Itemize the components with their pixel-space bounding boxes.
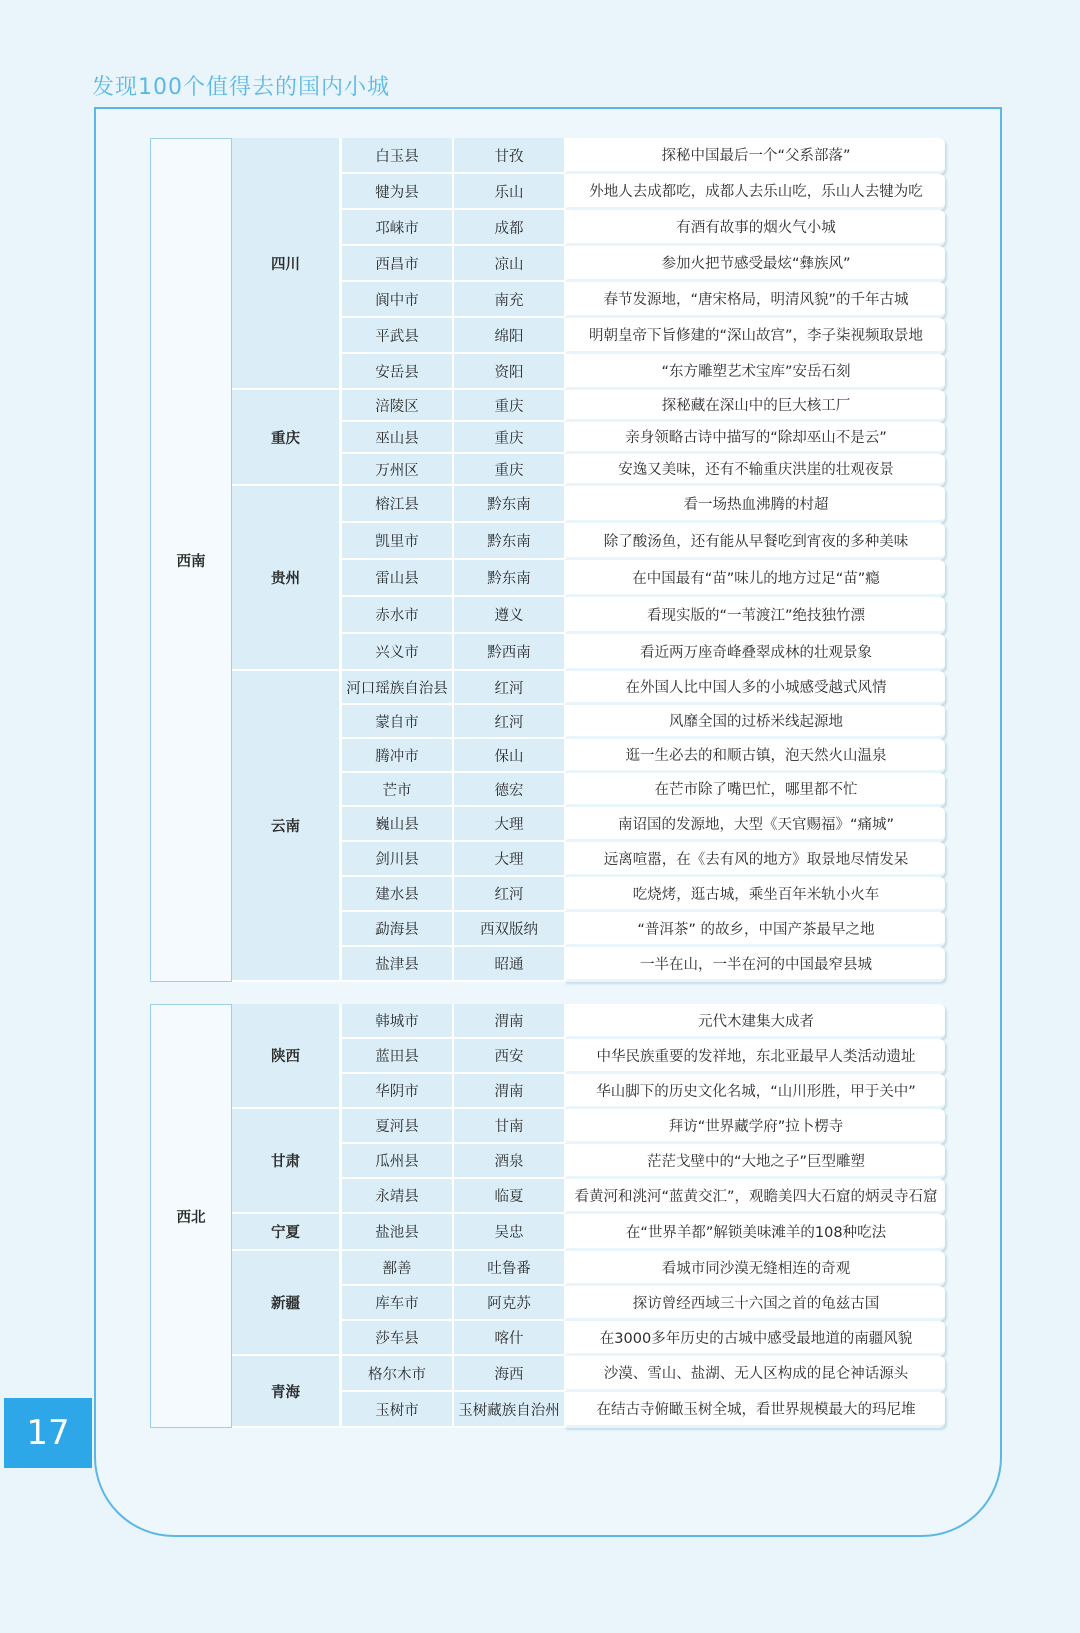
description-cell: 拜访“世界藏学府”拉卜楞寺	[564, 1109, 945, 1144]
page-title: 发现100个值得去的国内小城	[92, 75, 390, 100]
town-cell: 巫山县	[339, 422, 452, 454]
city-cell: 保山	[452, 739, 564, 773]
city-cell: 昭通	[452, 947, 564, 982]
table-row	[150, 1109, 945, 1144]
town-cell: 犍为县	[339, 174, 452, 210]
description-cell: 在“世界羊都”解锁美味滩羊的108种吃法	[564, 1214, 945, 1251]
description-cell: “东方雕塑艺术宝库”安岳石刻	[564, 354, 945, 390]
province-name: 重庆	[232, 390, 339, 486]
city-cell: 西双版纳	[452, 912, 564, 947]
region-name: 西南	[150, 138, 232, 982]
city-cell: 黔西南	[452, 634, 564, 671]
province-name: 云南	[232, 671, 339, 982]
town-cell: 西昌市	[339, 246, 452, 282]
city-cell: 吐鲁番	[452, 1251, 564, 1286]
province-name: 陕西	[232, 1004, 339, 1109]
description-cell: 明朝皇帝下旨修建的“深山故宫”，李子柒视频取景地	[564, 318, 945, 354]
town-cell: 韩城市	[339, 1004, 452, 1039]
town-cell: 雷山县	[339, 560, 452, 597]
description-cell: 中华民族重要的发祥地，东北亚最早人类活动遗址	[564, 1039, 945, 1074]
city-cell: 喀什	[452, 1321, 564, 1356]
description-cell: 看现实版的“一苇渡江”绝技独竹漂	[564, 597, 945, 634]
town-cell: 巍山县	[339, 807, 452, 842]
town-cell: 涪陵区	[339, 390, 452, 422]
town-cell: 榕江县	[339, 486, 452, 523]
city-cell: 红河	[452, 671, 564, 705]
description-cell: 外地人去成都吃，成都人去乐山吃，乐山人去犍为吃	[564, 174, 945, 210]
town-cell: 兴义市	[339, 634, 452, 671]
province-name: 四川	[232, 138, 339, 390]
description-cell: 沙漠、雪山、盐湖、无人区构成的昆仑神话源头	[564, 1356, 945, 1392]
province-name: 宁夏	[232, 1214, 339, 1251]
table-row	[150, 671, 945, 705]
city-cell: 临夏	[452, 1179, 564, 1214]
city-cell: 大理	[452, 842, 564, 877]
description-cell: 南诏国的发源地，大型《天官赐福》“痛城”	[564, 807, 945, 842]
city-cell: 海西	[452, 1356, 564, 1392]
town-cell: 盐池县	[339, 1214, 452, 1251]
city-cell: 红河	[452, 877, 564, 912]
city-cell: 黔东南	[452, 560, 564, 597]
description-cell: 在芒市除了嘴巴忙，哪里都不忙	[564, 773, 945, 807]
city-cell: 南充	[452, 282, 564, 318]
city-cell: 凉山	[452, 246, 564, 282]
town-cell: 河口瑶族自治县	[339, 671, 452, 705]
town-cell: 库车市	[339, 1286, 452, 1321]
description-cell: 茫茫戈壁中的“大地之子”巨型雕塑	[564, 1144, 945, 1179]
description-cell: “普洱茶” 的故乡，中国产茶最早之地	[564, 912, 945, 947]
city-cell: 遵义	[452, 597, 564, 634]
province-name: 甘肃	[232, 1109, 339, 1214]
description-cell: 元代木建集大成者	[564, 1004, 945, 1039]
city-cell: 绵阳	[452, 318, 564, 354]
description-cell: 探秘中国最后一个“父系部落”	[564, 138, 945, 174]
town-cell: 瓜州县	[339, 1144, 452, 1179]
town-cell: 安岳县	[339, 354, 452, 390]
description-cell: 远离喧嚣，在《去有风的地方》取景地尽情发呆	[564, 842, 945, 877]
description-cell: 除了酸汤鱼，还有能从早餐吃到宵夜的多种美味	[564, 523, 945, 560]
city-cell: 重庆	[452, 454, 564, 486]
table-row	[150, 1004, 945, 1039]
description-cell: 看一场热血沸腾的村超	[564, 486, 945, 523]
city-cell: 甘孜	[452, 138, 564, 174]
town-cell: 格尔木市	[339, 1356, 452, 1392]
city-cell: 黔东南	[452, 523, 564, 560]
region-name: 西北	[150, 1004, 232, 1428]
description-cell: 看近两万座奇峰叠翠成林的壮观景象	[564, 634, 945, 671]
city-cell: 大理	[452, 807, 564, 842]
city-cell: 西安	[452, 1039, 564, 1074]
table-row	[150, 1251, 945, 1286]
town-cell: 勐海县	[339, 912, 452, 947]
description-cell: 探秘藏在深山中的巨大核工厂	[564, 390, 945, 422]
town-cell: 万州区	[339, 454, 452, 486]
town-cell: 芒市	[339, 773, 452, 807]
description-cell: 风靡全国的过桥米线起源地	[564, 705, 945, 739]
city-cell: 玉树藏族自治州	[452, 1392, 564, 1428]
city-cell: 酒泉	[452, 1144, 564, 1179]
description-cell: 参加火把节感受最炫“彝族风”	[564, 246, 945, 282]
province-name: 青海	[232, 1356, 339, 1428]
description-cell: 安逸又美味，还有不输重庆洪崖的壮观夜景	[564, 454, 945, 486]
description-cell: 看城市同沙漠无缝相连的奇观	[564, 1251, 945, 1286]
town-cell: 建水县	[339, 877, 452, 912]
town-cell: 永靖县	[339, 1179, 452, 1214]
description-cell: 在中国最有“苗”味儿的地方过足“苗”瘾	[564, 560, 945, 597]
city-cell: 甘南	[452, 1109, 564, 1144]
town-cell: 腾冲市	[339, 739, 452, 773]
town-cell: 鄯善	[339, 1251, 452, 1286]
city-cell: 吴忠	[452, 1214, 564, 1251]
city-cell: 黔东南	[452, 486, 564, 523]
city-cell: 重庆	[452, 422, 564, 454]
description-cell: 有酒有故事的烟火气小城	[564, 210, 945, 246]
province-name: 贵州	[232, 486, 339, 671]
town-cell: 剑川县	[339, 842, 452, 877]
description-cell: 看黄河和洮河“蓝黄交汇”，观瞻美四大石窟的炳灵寺石窟	[564, 1179, 945, 1214]
town-cell: 凯里市	[339, 523, 452, 560]
town-cell: 平武县	[339, 318, 452, 354]
description-cell: 在3000多年历史的古城中感受最地道的南疆风貌	[564, 1321, 945, 1356]
town-cell: 夏河县	[339, 1109, 452, 1144]
table-row	[150, 138, 945, 174]
description-cell: 吃烧烤，逛古城，乘坐百年米轨小火车	[564, 877, 945, 912]
table-row	[150, 1356, 945, 1392]
town-cell: 盐津县	[339, 947, 452, 982]
description-cell: 探访曾经西域三十六国之首的龟兹古国	[564, 1286, 945, 1321]
description-cell: 在外国人比中国人多的小城感受越式风情	[564, 671, 945, 705]
region-table-southwest	[150, 138, 945, 982]
description-cell: 亲身领略古诗中描写的“除却巫山不是云”	[564, 422, 945, 454]
city-cell: 资阳	[452, 354, 564, 390]
table-row	[150, 390, 945, 422]
description-cell: 一半在山，一半在河的中国最窄县城	[564, 947, 945, 982]
town-cell: 白玉县	[339, 138, 452, 174]
region-table-northwest	[150, 1004, 945, 1428]
description-cell: 华山脚下的历史文化名城，“山川形胜，甲于关中”	[564, 1074, 945, 1109]
description-cell: 在结古寺俯瞰玉树全城，看世界规模最大的玛尼堆	[564, 1392, 945, 1428]
city-cell: 渭南	[452, 1004, 564, 1039]
town-cell: 莎车县	[339, 1321, 452, 1356]
town-cell: 阆中市	[339, 282, 452, 318]
town-cell: 邛崃市	[339, 210, 452, 246]
city-cell: 成都	[452, 210, 564, 246]
city-cell: 乐山	[452, 174, 564, 210]
city-cell: 重庆	[452, 390, 564, 422]
description-cell: 春节发源地，“唐宋格局，明清风貌”的千年古城	[564, 282, 945, 318]
town-cell: 赤水市	[339, 597, 452, 634]
city-cell: 红河	[452, 705, 564, 739]
town-cell: 蓝田县	[339, 1039, 452, 1074]
page-number: 17	[4, 1398, 92, 1468]
town-cell: 华阴市	[339, 1074, 452, 1109]
city-cell: 渭南	[452, 1074, 564, 1109]
province-name: 新疆	[232, 1251, 339, 1356]
description-cell: 逛一生必去的和顺古镇，泡天然火山温泉	[564, 739, 945, 773]
table-row	[150, 486, 945, 523]
table-row	[150, 1214, 945, 1251]
city-cell: 德宏	[452, 773, 564, 807]
town-cell: 蒙自市	[339, 705, 452, 739]
town-cell: 玉树市	[339, 1392, 452, 1428]
city-cell: 阿克苏	[452, 1286, 564, 1321]
